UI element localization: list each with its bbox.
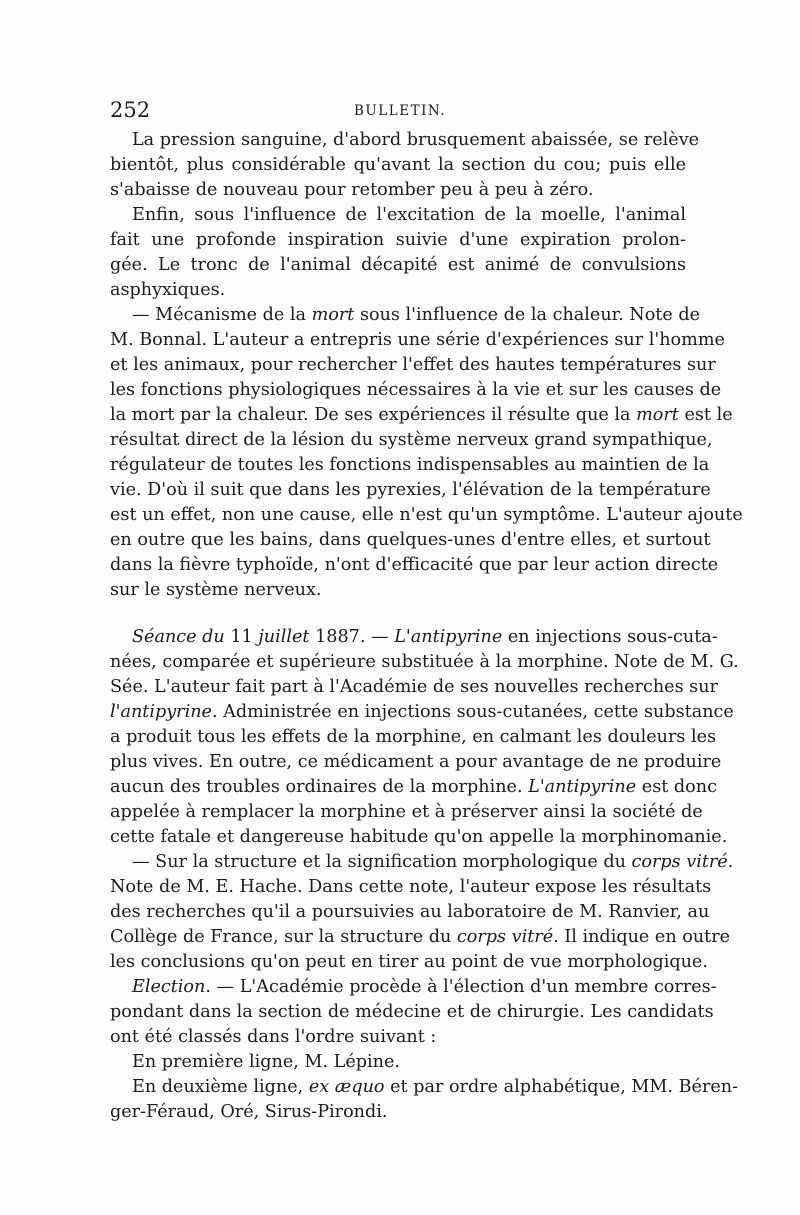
text-line: aucun des troubles ordinaires de la morphine. L'antipyrine est donc [110, 777, 717, 797]
text-line: Enfin, sous l'influence de l'excitation de la moelle, l'animal [132, 205, 686, 225]
text-line: résultat direct de la lésion du système nerveux grand sympathique, [110, 430, 713, 450]
text-line: bientôt, plus considérable qu'avant la section du cou; puis elle [110, 155, 686, 175]
paragraph-first-line [110, 1050, 686, 1075]
text-line: plus vives. En outre, ce médicament a pour avantage de ne produire [110, 752, 722, 772]
body-text [110, 128, 743, 1125]
paragraph-spinal-excitation [110, 203, 686, 303]
paragraph-corps-vitre [110, 850, 734, 975]
text-line: Sée. L'auteur fait part à l'Académie de ses nouvelles recherches sur [110, 677, 718, 697]
emphasis: ex æquo [308, 1077, 385, 1097]
text-line: vie. D'où il suit que dans les pyrexies, l'élévation de la température [110, 480, 711, 500]
text-line: régulateur de toutes les fonctions indispensables au maintien de la [110, 455, 710, 475]
text-line: — Mécanisme de la mort sous l'influence de la chaleur. Note de [132, 305, 701, 325]
text-line: asphyxiques. [110, 280, 226, 300]
text-line: des recherches qu'il a poursuivies au laboratoire de M. Ranvier, au [110, 902, 710, 922]
emphasis: L'antipyrine [528, 777, 637, 797]
text-line: la mort par la chaleur. De ses expériences il résulte que la mort est le [110, 405, 733, 425]
text-line: ger-Féraud, Oré, Sirus-Pirondi. [110, 1102, 388, 1122]
text-line: ont été classés dans l'ordre suivant : [110, 1027, 437, 1047]
text-line: fait une profonde inspiration suivie d'une expiration prolon- [110, 230, 686, 250]
text-line: Election. — L'Académie procède à l'élection d'un membre corres- [132, 977, 717, 997]
text-line: En deuxième ligne, ex æquo et par ordre alphabétique, MM. Béren- [132, 1077, 739, 1097]
text-line: pondant dans la section de médecine et de chirurgie. Les candidats [110, 1002, 714, 1022]
text-line: a produit tous les effets de la morphine, en calmant les douleurs les [110, 727, 717, 747]
text-line: et les animaux, pour rechercher l'effet des hautes températures sur [110, 355, 716, 375]
text-line: les conclusions qu'on peut en tirer au point de vue morphologique. [110, 952, 708, 972]
emphasis: corps vitré [456, 927, 554, 947]
paragraph-heat-death [110, 303, 743, 603]
emphasis: mort [311, 305, 355, 325]
text-line: Note de M. E. Hache. Dans cette note, l'auteur expose les résultats [110, 877, 712, 897]
emphasis: l'antipyrine [110, 702, 212, 722]
text-line: — Sur la structure et la signification morphologique du corps vitré. [132, 852, 734, 872]
page-number: 252 [110, 98, 151, 122]
text-line: dans la fièvre typhoïde, n'ont d'efficacité que par leur action directe [110, 555, 719, 575]
text-line: s'abaisse de nouveau pour retomber peu à peu à zéro. [110, 180, 594, 200]
text-line: La pression sanguine, d'abord brusquement abaissée, se relève [132, 130, 700, 150]
text-line: M. Bonnal. L'auteur a entrepris une série d'expériences sur l'homme [110, 330, 725, 350]
page-header [110, 98, 690, 122]
emphasis: corps vitré. [631, 852, 734, 872]
emphasis: Election [132, 977, 206, 997]
paragraph-election [110, 975, 717, 1050]
text-line: cette fatale et dangereuse habitude qu'on appelle la morphinomanie. [110, 827, 728, 847]
section-gap [110, 603, 686, 625]
emphasis: juillet [258, 627, 310, 647]
text-line: Séance du 11 juillet 1887. — L'antipyrine en injections sous-cuta- [132, 627, 718, 647]
text-line: l'antipyrine. Administrée en injections sous-cutanées, cette substance [110, 702, 734, 722]
emphasis: Séance du [132, 627, 225, 647]
text-line: est un effet, non une cause, elle n'est qu'un symptôme. L'auteur ajoute [110, 505, 743, 525]
text-line: gée. Le tronc de l'animal décapité est animé de convulsions [110, 255, 686, 275]
paragraph-second-line [110, 1075, 739, 1125]
text-line: sur le système nerveux. [110, 580, 322, 600]
emphasis: mort [636, 405, 679, 425]
paragraph-blood-pressure [110, 128, 700, 203]
text-line: nées, comparée et supérieure substituée à la morphine. Note de M. G. [110, 652, 739, 672]
text-line: En première ligne, M. Lépine. [132, 1052, 400, 1072]
text-line: en outre que les bains, dans quelques-unes d'entre elles, et surtout [110, 530, 711, 550]
emphasis: L'antipyrine [394, 627, 503, 647]
text-line: appelée à remplacer la morphine et à préserver ainsi la société de [110, 802, 703, 822]
paragraph-antipyrine [110, 625, 739, 850]
text-line: Collège de France, sur la structure du corps vitré. Il indique en outre [110, 927, 731, 947]
running-head: BULLETIN. [354, 103, 447, 119]
text-line: les fonctions physiologiques nécessaires à la vie et sur les causes de [110, 380, 722, 400]
